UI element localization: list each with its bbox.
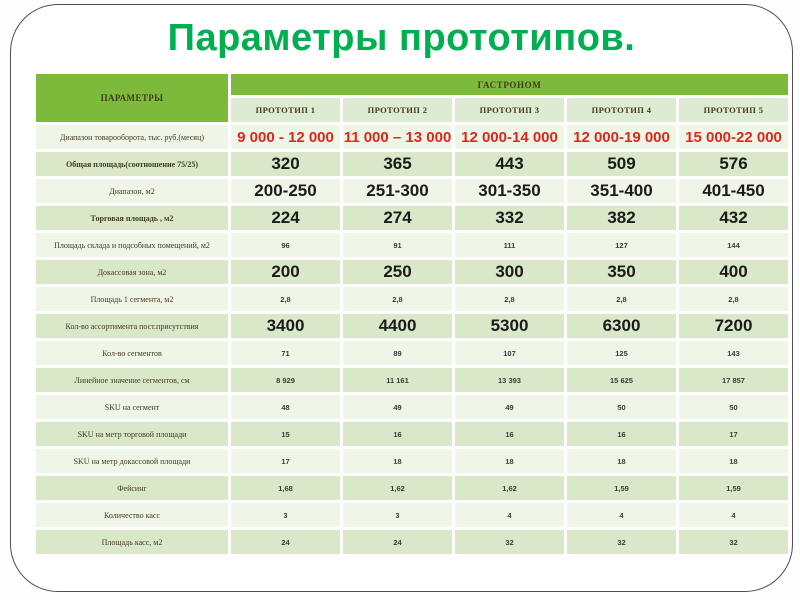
cell-value: 24 — [343, 530, 452, 554]
cell-value: 2,8 — [343, 287, 452, 311]
cell-value: 200-250 — [231, 179, 340, 203]
cell-value: 432 — [679, 206, 788, 230]
cell-value: 251-300 — [343, 179, 452, 203]
cell-value: 143 — [679, 341, 788, 365]
cell-value: 18 — [455, 449, 564, 473]
table-row — [36, 341, 788, 365]
table-row — [36, 260, 788, 284]
row-label: Торговая площадь , м2 — [36, 206, 228, 230]
column-header-prototype-3: ПРОТОТИП 3 — [455, 98, 564, 122]
row-label: Диапазон, м2 — [36, 179, 228, 203]
row-label: SKU на сегмент — [36, 395, 228, 419]
table-row — [36, 395, 788, 419]
row-label: Диапазон товарооборота, тыс. руб.(месяц) — [36, 125, 228, 149]
prototype-parameters-table — [33, 71, 791, 557]
row-label: SKU на метр торговой площади — [36, 422, 228, 446]
cell-value: 18 — [343, 449, 452, 473]
cell-value: 250 — [343, 260, 452, 284]
parameters-header-cell: ПАРАМЕТРЫ — [36, 74, 228, 122]
cell-value: 4 — [455, 503, 564, 527]
table-row — [36, 287, 788, 311]
cell-value: 17 857 — [679, 368, 788, 392]
cell-value: 332 — [455, 206, 564, 230]
cell-value: 351-400 — [567, 179, 676, 203]
cell-value: 17 — [679, 422, 788, 446]
cell-value: 18 — [567, 449, 676, 473]
cell-value: 4 — [679, 503, 788, 527]
cell-value: 127 — [567, 233, 676, 257]
cell-value: 2,8 — [679, 287, 788, 311]
table-row — [36, 233, 788, 257]
table-row — [36, 368, 788, 392]
cell-value: 17 — [231, 449, 340, 473]
cell-value: 11 000 – 13 000 — [343, 125, 452, 149]
cell-value: 32 — [567, 530, 676, 554]
cell-value: 11 161 — [343, 368, 452, 392]
cell-value: 49 — [343, 395, 452, 419]
cell-value: 382 — [567, 206, 676, 230]
row-label: Фейсинг — [36, 476, 228, 500]
cell-value: 1,59 — [679, 476, 788, 500]
cell-value: 5300 — [455, 314, 564, 338]
cell-value: 400 — [679, 260, 788, 284]
cell-value: 1,59 — [567, 476, 676, 500]
cell-value: 50 — [567, 395, 676, 419]
cell-value: 12 000-19 000 — [567, 125, 676, 149]
table-row — [36, 152, 788, 176]
row-label: Площадь касс, м2 — [36, 530, 228, 554]
cell-value: 1,62 — [455, 476, 564, 500]
row-label: Кол-во сегментов — [36, 341, 228, 365]
cell-value: 89 — [343, 341, 452, 365]
row-label: Площадь склада и подсобных помещений, м2 — [36, 233, 228, 257]
cell-value: 9 000 - 12 000 — [231, 125, 340, 149]
cell-value: 16 — [343, 422, 452, 446]
table-row — [36, 314, 788, 338]
cell-value: 24 — [231, 530, 340, 554]
cell-value: 8 929 — [231, 368, 340, 392]
cell-value: 2,8 — [231, 287, 340, 311]
cell-value: 320 — [231, 152, 340, 176]
cell-value: 32 — [679, 530, 788, 554]
column-header-prototype-5: ПРОТОТИП 5 — [679, 98, 788, 122]
cell-value: 274 — [343, 206, 452, 230]
cell-value: 12 000-14 000 — [455, 125, 564, 149]
cell-value: 16 — [567, 422, 676, 446]
slide-frame — [10, 4, 793, 592]
row-label: Линейное значение сегментов, см — [36, 368, 228, 392]
header-row-group — [36, 74, 788, 95]
cell-value: 91 — [343, 233, 452, 257]
cell-value: 6300 — [567, 314, 676, 338]
cell-value: 144 — [679, 233, 788, 257]
cell-value: 3400 — [231, 314, 340, 338]
table-row — [36, 179, 788, 203]
cell-value: 15 — [231, 422, 340, 446]
slide-title: Параметры прототипов. — [167, 17, 636, 59]
table-row — [36, 530, 788, 554]
column-header-prototype-2: ПРОТОТИП 2 — [343, 98, 452, 122]
cell-value: 71 — [231, 341, 340, 365]
cell-value: 1,62 — [343, 476, 452, 500]
cell-value: 1,68 — [231, 476, 340, 500]
table-row — [36, 422, 788, 446]
cell-value: 18 — [679, 449, 788, 473]
gastronom-header-cell: ГАСТРОНОМ — [231, 74, 788, 95]
cell-value: 2,8 — [567, 287, 676, 311]
row-label: Площадь 1 сегмента, м2 — [36, 287, 228, 311]
cell-value: 125 — [567, 341, 676, 365]
cell-value: 443 — [455, 152, 564, 176]
cell-value: 401-450 — [679, 179, 788, 203]
cell-value: 13 393 — [455, 368, 564, 392]
table-row — [36, 206, 788, 230]
cell-value: 107 — [455, 341, 564, 365]
cell-value: 15 625 — [567, 368, 676, 392]
cell-value: 365 — [343, 152, 452, 176]
row-label: Кол-во ассортимента пост.присутствия — [36, 314, 228, 338]
cell-value: 96 — [231, 233, 340, 257]
cell-value: 509 — [567, 152, 676, 176]
cell-value: 200 — [231, 260, 340, 284]
row-label: Количество касс — [36, 503, 228, 527]
cell-value: 32 — [455, 530, 564, 554]
cell-value: 2,8 — [455, 287, 564, 311]
row-label: SKU на метр докассовой площади — [36, 449, 228, 473]
table-row — [36, 125, 788, 149]
cell-value: 16 — [455, 422, 564, 446]
cell-value: 3 — [231, 503, 340, 527]
row-label: Докассовая зона, м2 — [36, 260, 228, 284]
cell-value: 300 — [455, 260, 564, 284]
cell-value: 4 — [567, 503, 676, 527]
cell-value: 7200 — [679, 314, 788, 338]
cell-value: 301-350 — [455, 179, 564, 203]
table-row — [36, 476, 788, 500]
column-header-prototype-1: ПРОТОТИП 1 — [231, 98, 340, 122]
cell-value: 50 — [679, 395, 788, 419]
cell-value: 224 — [231, 206, 340, 230]
cell-value: 576 — [679, 152, 788, 176]
cell-value: 350 — [567, 260, 676, 284]
cell-value: 4400 — [343, 314, 452, 338]
row-label: Общая площадь(соотношение 75/25) — [36, 152, 228, 176]
cell-value: 111 — [455, 233, 564, 257]
cell-value: 48 — [231, 395, 340, 419]
cell-value: 15 000-22 000 — [679, 125, 788, 149]
table-row — [36, 503, 788, 527]
table-row — [36, 449, 788, 473]
cell-value: 49 — [455, 395, 564, 419]
cell-value: 3 — [343, 503, 452, 527]
column-header-prototype-4: ПРОТОТИП 4 — [567, 98, 676, 122]
